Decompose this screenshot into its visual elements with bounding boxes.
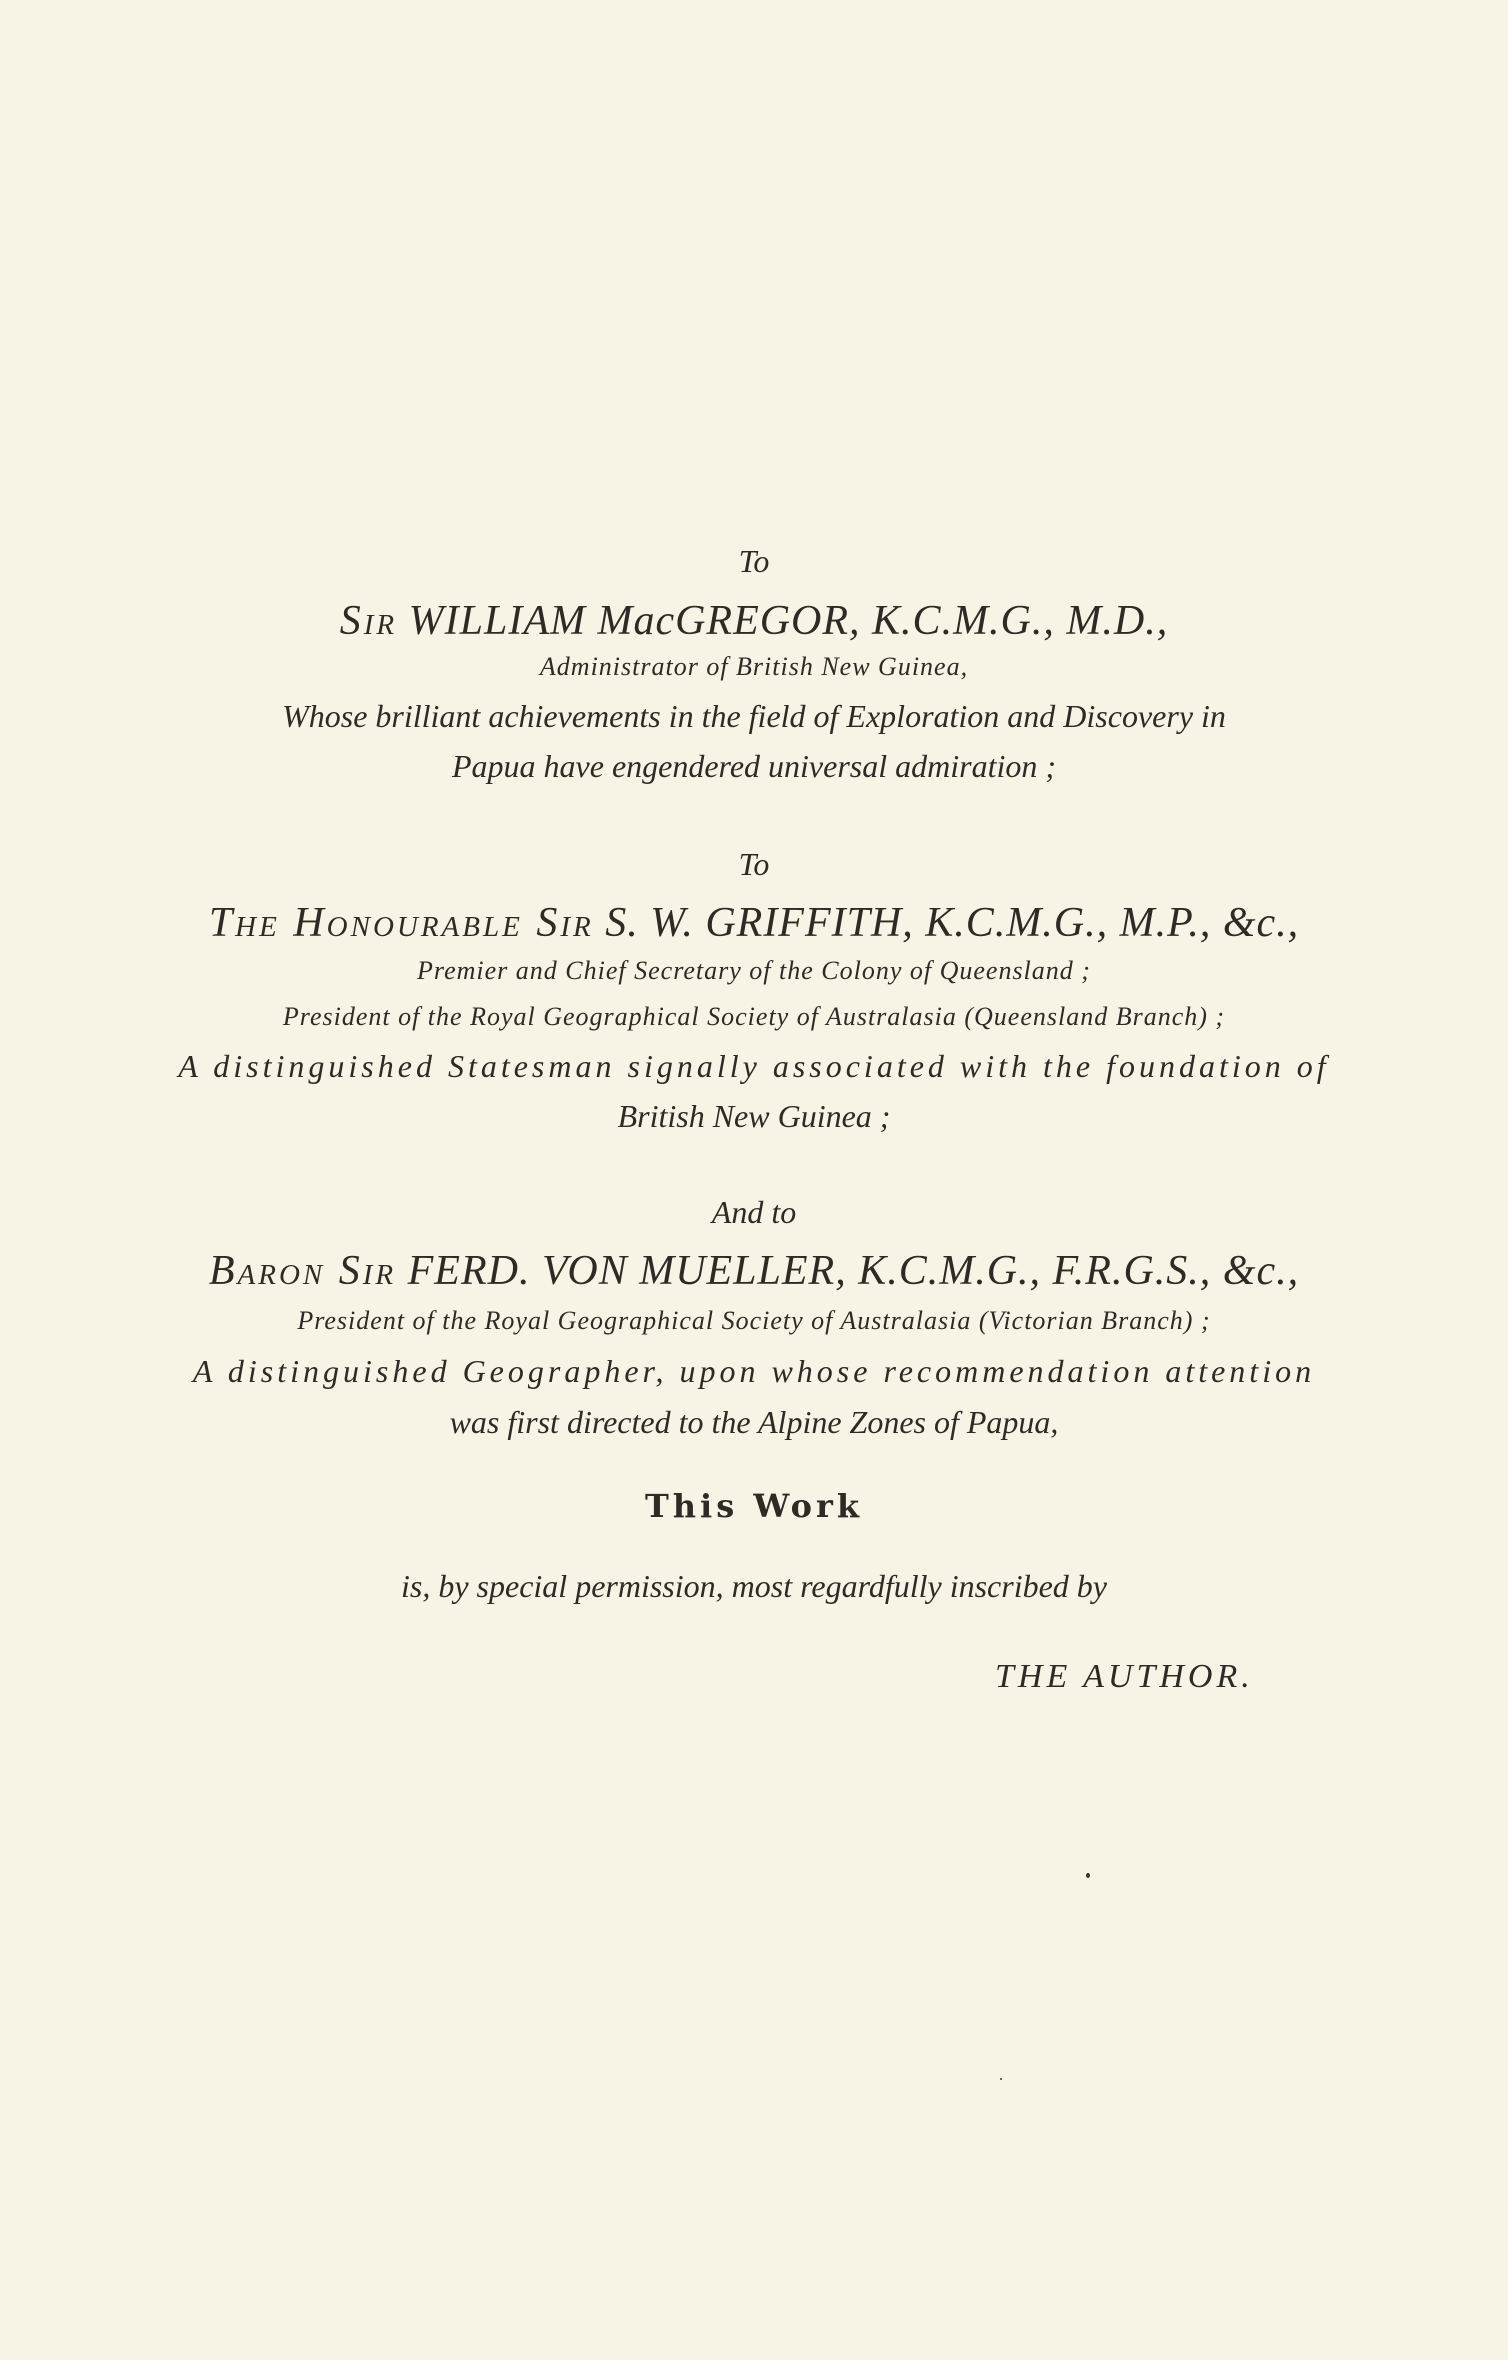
to-heading-2: To [738,846,770,882]
macgregor-tribute-2: Papua have engendered universal admiration ; [451,748,1056,784]
and-to-heading: And to [711,1194,797,1230]
mueller-tribute-2: was first directed to the Alpine Zones of Papua, [449,1404,1059,1440]
author-signature: THE AUTHOR. [995,1658,1254,1695]
paper-speck [1086,1873,1090,1878]
griffith-role-2: President of the Royal Geographical Society of Australasia (Queensland Branch) ; [282,1002,1226,1031]
paper-speck [1000,2078,1002,2080]
mueller-name-line [0,1250,1508,1292]
inscription-line: is, by special permission, most regardfully inscribed by [401,1568,1107,1604]
mueller-tribute-1: A distinguished Geographer, upon whose recommendation attention [192,1353,1316,1389]
this-work-heading: This Work [644,1487,864,1525]
griffith-prefix: The Honourable Sir [208,900,594,946]
macgregor-tribute-1: Whose brilliant achievements in the field of Exploration and Discovery in [282,698,1226,734]
mueller-role: President of the Royal Geographical Society of Australasia (Victorian Branch) ; [297,1306,1211,1335]
to-heading-1: To [738,543,770,579]
griffith-name-line [0,902,1508,944]
mueller-prefix: Baron Sir [208,1248,397,1294]
macgregor-role: Administrator of British New Guinea, [539,652,969,681]
griffith-name: S. W. GRIFFITH, K.C.M.G., M.P., &c., [605,900,1300,946]
mueller-name: FERD. VON MUELLER, K.C.M.G., F.R.G.S., &c., [407,1248,1300,1294]
griffith-tribute-2: British New Guinea ; [617,1098,891,1134]
griffith-tribute-1: A distinguished Statesman signally associated with the foundation of [178,1048,1330,1084]
macgregor-name-line [0,600,1508,642]
griffith-role-1: Premier and Chief Secretary of the Colony of Queensland ; [417,956,1091,985]
macgregor-prefix: Sir [339,598,398,644]
macgregor-name: WILLIAM MacGREGOR, K.C.M.G., M.D., [408,598,1169,644]
